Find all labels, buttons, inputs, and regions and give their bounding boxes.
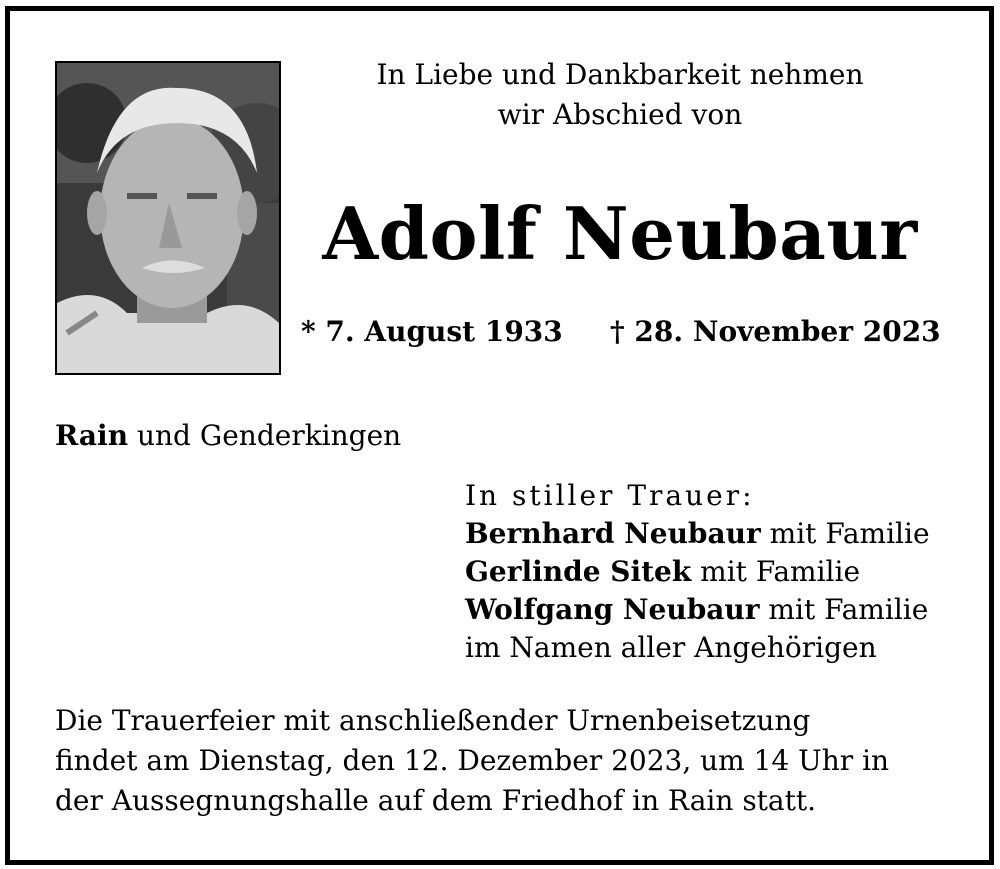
obituary-frame xyxy=(5,6,994,865)
mourner-name: Gerlinde Sitek xyxy=(465,555,692,588)
place-rest: und Genderkingen xyxy=(128,419,402,452)
mourners-heading: In stiller Trauer: xyxy=(465,479,755,512)
notice-line-1: Die Trauerfeier mit anschließender Urnenbeisetzung xyxy=(55,704,811,737)
mourners-closing: im Namen aller Angehörigen xyxy=(465,631,877,664)
mourner-entry xyxy=(465,515,930,553)
mourners-block xyxy=(465,477,930,667)
place-bold: Rain xyxy=(55,419,129,452)
notice-line-3: der Aussegnungshalle auf dem Friedhof in Rain statt. xyxy=(55,784,817,817)
death-date: † 28. November 2023 xyxy=(610,315,941,348)
mourner-entry xyxy=(465,591,930,629)
intro-line-2: wir Abschied von xyxy=(497,98,743,131)
deceased-name: Adolf Neubaur xyxy=(322,191,918,276)
place-line xyxy=(55,419,401,452)
intro-line-1: In Liebe und Dankbarkeit nehmen xyxy=(376,58,864,91)
portrait-photo xyxy=(55,61,281,375)
mourner-suffix: mit Familie xyxy=(691,555,861,588)
mourner-name: Bernhard Neubaur xyxy=(465,517,761,550)
mourner-name: Wolfgang Neubaur xyxy=(465,593,760,626)
mourner-entry xyxy=(465,553,930,591)
birth-date: * 7. August 1933 xyxy=(301,315,563,348)
portrait-image xyxy=(57,63,279,373)
mourner-suffix: mit Familie xyxy=(759,593,929,626)
notice-line-2: findet am Dienstag, den 12. Dezember 2023, um 14 Uhr in xyxy=(55,744,890,777)
funeral-notice xyxy=(55,701,965,821)
intro-text xyxy=(310,55,930,135)
mourner-suffix: mit Familie xyxy=(760,517,930,550)
